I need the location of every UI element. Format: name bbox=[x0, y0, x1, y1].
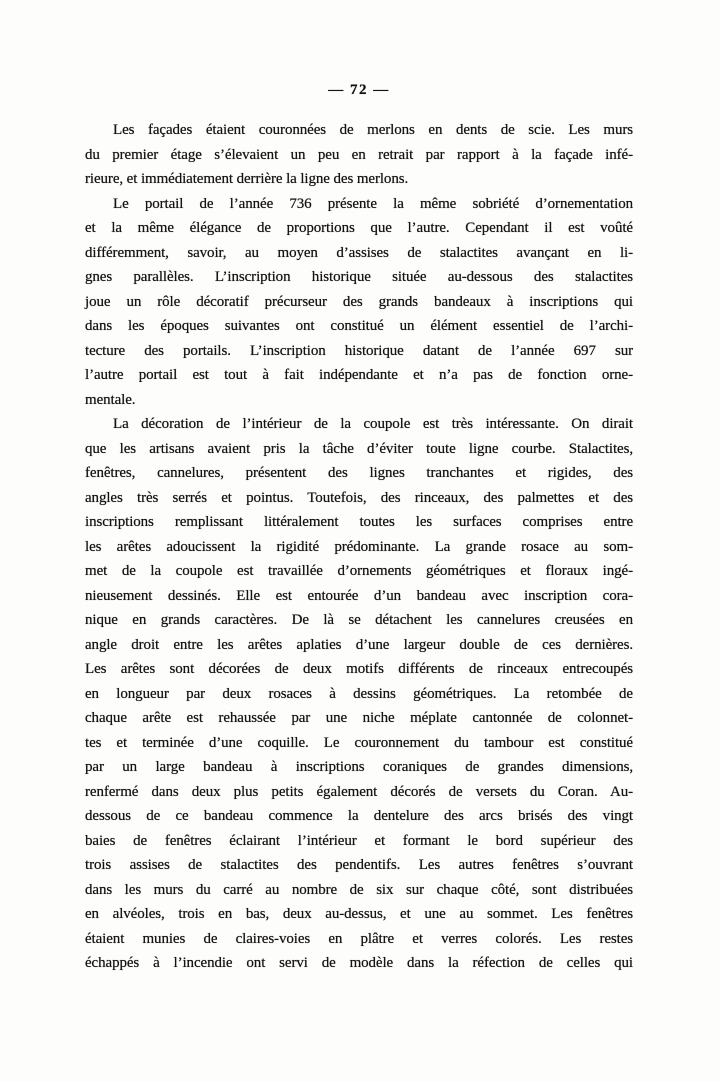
text-line: tes et terminée d’une coquille. Le couronnement du tambour est constitué bbox=[85, 734, 633, 751]
text-line: et la même élégance de proportions que l’autre. Cependant il est voûté bbox=[85, 220, 633, 236]
text-line: les arêtes adoucissent la rigidité prédominante. La grande rosace au som- bbox=[85, 538, 633, 555]
text-line: chaque arête est rehaussée par une niche méplate cantonnée de colonnet- bbox=[85, 710, 633, 726]
text-line: Le portail de l’année 736 présente la même sobriété d’ornementation bbox=[113, 195, 633, 212]
text-line: du premier étage s’élevaient un peu en retrait par rapport à la façade infé- bbox=[85, 146, 633, 163]
text-line: dans les murs du carré au nombre de six sur chaque côté, sont distribuées bbox=[85, 881, 633, 898]
text-line: met de la coupole est travaillée d’ornements géométriques et floraux ingé- bbox=[85, 563, 633, 579]
paragraph bbox=[85, 412, 633, 976]
text-line: différemment, savoir, au moyen d’assises de stalactites avançant en li- bbox=[85, 244, 633, 261]
text-line: fenêtres, cannelures, présentent des lignes tranchantes et rigides, des bbox=[85, 465, 633, 481]
text-line: angles très serrés et pointus. Toutefois, des rinceaux, des palmettes et des bbox=[85, 489, 633, 506]
text-line: renfermé dans deux plus petits également décorés de versets du Coran. Au- bbox=[85, 783, 633, 800]
text-line: l’autre portail est tout à fait indépendante et n’a pas de fonction orne- bbox=[85, 367, 633, 383]
text-line: nieusement dessinés. Elle est entourée d’un bandeau avec inscription cora- bbox=[85, 587, 633, 604]
paragraph bbox=[85, 118, 633, 192]
text-line: Les façades étaient couronnées de merlons en dents de scie. Les murs bbox=[113, 122, 633, 138]
text-line: La décoration de l’intérieur de la coupole est très intéressante. On dirait bbox=[113, 416, 633, 432]
text-line: baies de fenêtres éclairant l’intérieur et formant le bord supérieur des bbox=[85, 832, 633, 849]
text-line: étaient munies de claires-voies en plâtre et verres colorés. Les restes bbox=[85, 930, 633, 947]
text-line: dans les époques suivantes ont constitué un élément essentiel de l’archi- bbox=[85, 318, 633, 334]
paragraph bbox=[85, 192, 633, 413]
text-line: rieure, et immédiatement derrière la ligne des merlons. bbox=[85, 171, 409, 187]
text-line: mentale. bbox=[85, 391, 136, 408]
text-line: en longueur par deux rosaces à dessins géométriques. La retombée de bbox=[85, 685, 633, 702]
page-number: — 72 — bbox=[328, 82, 390, 98]
text-line: par un large bandeau à inscriptions coraniques de grandes dimensions, bbox=[85, 759, 633, 775]
text-line: que les artisans avaient pris la tâche d’éviter toute ligne courbe. Stalactites, bbox=[85, 440, 633, 457]
text-line: angle droit entre les arêtes aplaties d’une largeur double de ces dernières. bbox=[85, 636, 633, 653]
text-line: en alvéoles, trois en bas, deux au-dessus, et une au sommet. Les fenêtres bbox=[85, 906, 633, 922]
text-line: inscriptions remplissant littéralement toutes les surfaces comprises entre bbox=[85, 514, 633, 530]
text-line: nique en grands caractères. De là se détachent les cannelures creusées en bbox=[85, 612, 633, 628]
text-line: tecture des portails. L’inscription historique datant de l’année 697 sur bbox=[85, 342, 633, 359]
text-line: Les arêtes sont décorées de deux motifs différents de rinceaux entrecoupés bbox=[85, 661, 633, 677]
text-line: dessous de ce bandeau commence la dentelure des arcs brisés des vingt bbox=[85, 808, 633, 824]
text-line: trois assises de stalactites des pendentifs. Les autres fenêtres s’ouvrant bbox=[85, 857, 633, 873]
text-line: joue un rôle décoratif précurseur des grands bandeaux à inscriptions qui bbox=[85, 293, 633, 310]
text-line: gnes parallèles. L’inscription historique située au-dessous des stalactites bbox=[85, 269, 633, 285]
text-block bbox=[85, 118, 633, 976]
text-line: échappés à l’incendie ont servi de modèle dans la réfection de celles qui bbox=[85, 955, 633, 971]
